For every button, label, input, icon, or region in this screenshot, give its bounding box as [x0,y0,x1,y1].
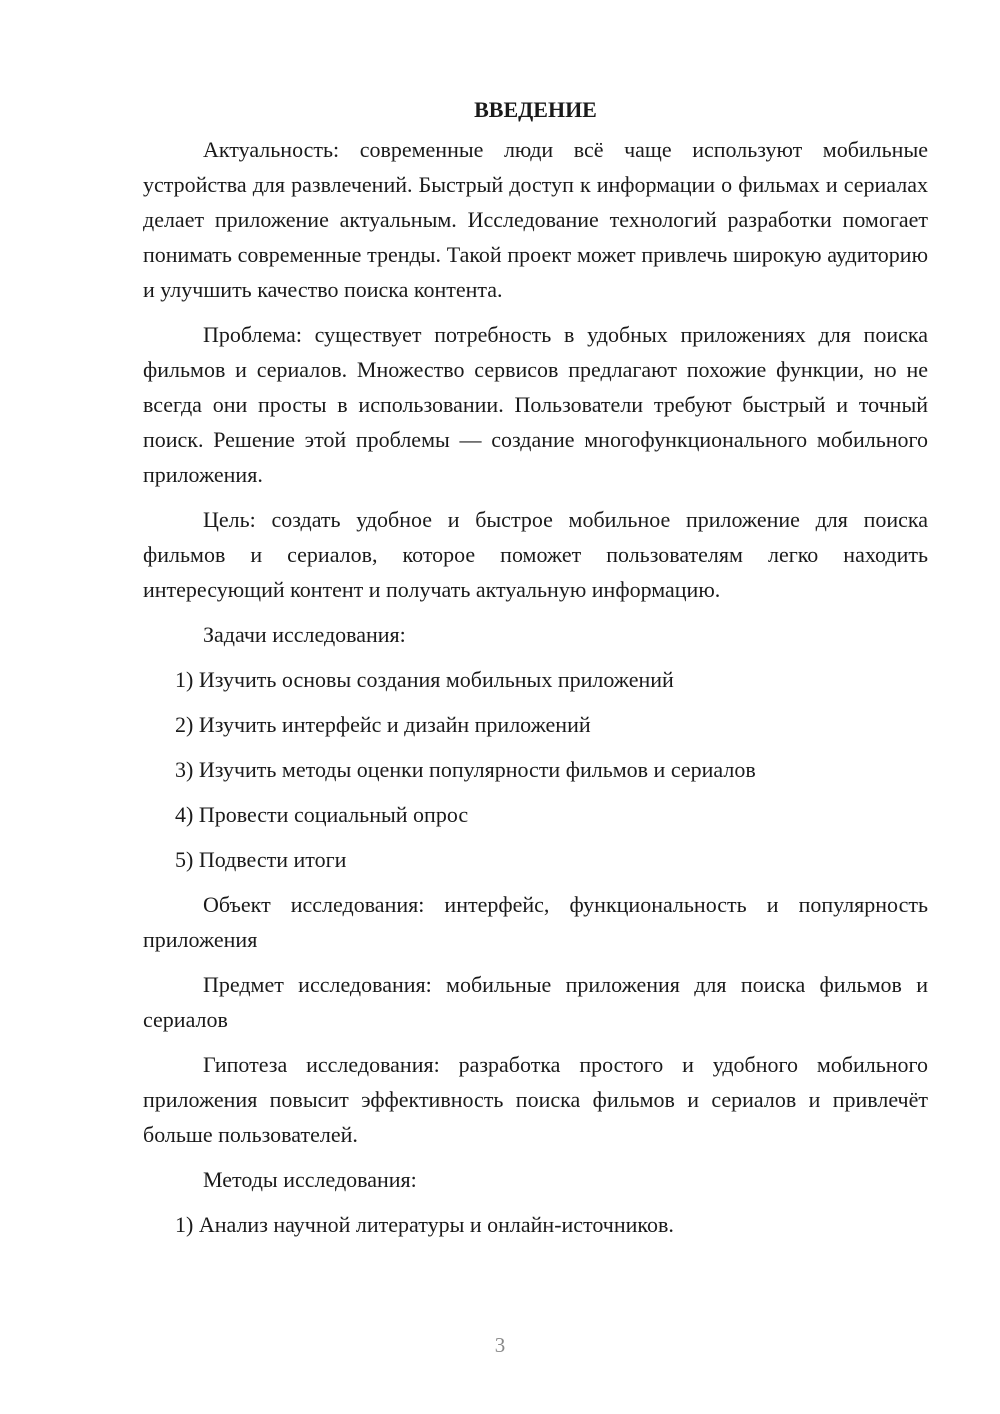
relevance-paragraph: Актуальность: современные люди всё чаще используют мобильные устройства для развлечений. Быстрый доступ к информации о фильмах и сериалах делает приложение актуальным. Исследование технологий разработки помогает понимать современные тренды. Такой проект может привлечь широкую аудиторию и улучшить качество поиска контента. [143,137,928,302]
task-item-5: 5) Подвести итоги [175,847,347,872]
methods-heading: Методы исследования: [203,1167,417,1192]
tasks-heading: Задачи исследования: [203,622,406,647]
document-page [143,92,928,1252]
goal-paragraph: Цель: создать удобное и быстрое мобильное приложение для поиска фильмов и сериалов, которое поможет пользователям легко находить интересующий контент и получать актуальную информацию. [143,507,928,602]
task-item-3: 3) Изучить методы оценки популярности фильмов и сериалов [175,757,756,782]
object-paragraph: Объект исследования: интерфейс, функциональность и популярность приложения [143,892,928,952]
methods-list [143,1207,928,1242]
hypothesis-paragraph: Гипотеза исследования: разработка простого и удобного мобильного приложения повысит эффективность поиска фильмов и сериалов и привлечёт больше пользователей. [143,1052,928,1147]
page-title: ВВЕДЕНИЕ [474,97,597,122]
task-item-2: 2) Изучить интерфейс и дизайн приложений [175,712,591,737]
method-item-1: 1) Анализ научной литературы и онлайн-источников. [175,1212,674,1237]
task-item-4: 4) Провести социальный опрос [175,802,469,827]
task-item-1: 1) Изучить основы создания мобильных приложений [175,667,674,692]
problem-paragraph: Проблема: существует потребность в удобных приложениях для поиска фильмов и сериалов. Множество сервисов предлагают похожие функции, но не всегда они просты в использовании. Пользователи требуют быстрый и точный поиск. Решение этой проблемы — создание многофункционального мобильного приложения. [143,322,928,487]
subject-paragraph: Предмет исследования: мобильные приложения для поиска фильмов и сериалов [143,972,928,1032]
tasks-list [143,662,928,877]
page-number: 3 [494,1333,506,1357]
